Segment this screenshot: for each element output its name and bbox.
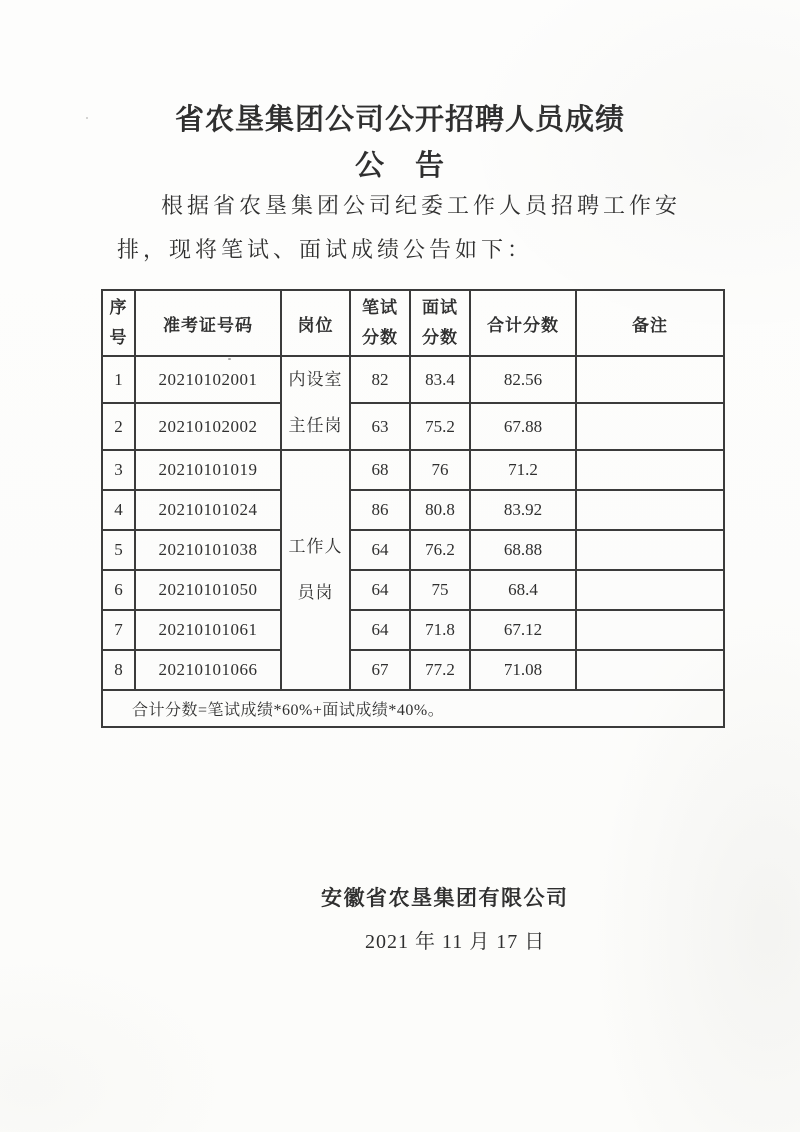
document-title-line2: 公 告 <box>354 150 445 182</box>
cell-total-score: 71.2 <box>470 450 576 490</box>
table-row <box>102 530 724 570</box>
cell-remark <box>576 450 724 490</box>
cell-interview-score: 75 <box>410 570 470 610</box>
col-header-written <box>350 290 410 356</box>
cell-total-score: 67.12 <box>470 610 576 650</box>
cell-remark <box>576 530 724 570</box>
cell-remark <box>576 403 724 450</box>
cell-interview-score: 80.8 <box>410 490 470 530</box>
col-header-seq-line2: 号 <box>109 328 128 347</box>
cell-position-group-2 <box>281 450 350 690</box>
cell-seq: 5 <box>102 530 135 570</box>
col-header-seq <box>102 290 135 356</box>
cell-ticket: 20210102002 <box>135 403 281 450</box>
cell-seq: 1 <box>102 356 135 403</box>
cell-seq: 4 <box>102 490 135 530</box>
col-header-total: 合计分数 <box>470 290 576 356</box>
cell-written-score: 64 <box>350 570 410 610</box>
cell-ticket: 20210101066 <box>135 650 281 690</box>
cell-ticket: 20210101061 <box>135 610 281 650</box>
col-header-written-line2: 分数 <box>362 328 398 347</box>
cell-interview-score: 75.2 <box>410 403 470 450</box>
cell-total-score: 68.88 <box>470 530 576 570</box>
intro-paragraph: 根据省农垦集团公司纪委工作人员招聘工作安排，现将笔试、面试成绩公告如下： <box>117 193 682 262</box>
cell-ticket: 20210101019 <box>135 450 281 490</box>
cell-written-score: 64 <box>350 610 410 650</box>
cell-position-group-1 <box>281 356 350 450</box>
cell-interview-score: 76.2 <box>410 530 470 570</box>
signature-date: 2021 年 11 月 17 日 <box>365 931 546 953</box>
cell-interview-score: 83.4 <box>410 356 470 403</box>
position-label-line1: 工作人 <box>288 537 343 556</box>
position-label-line1: 内设室 <box>288 370 343 389</box>
cell-ticket: 20210101024 <box>135 490 281 530</box>
table-row <box>102 570 724 610</box>
table-row <box>102 450 724 490</box>
cell-total-score: 71.08 <box>470 650 576 690</box>
cell-remark <box>576 650 724 690</box>
cell-total-score: 83.92 <box>470 490 576 530</box>
position-label-line2: 员岗 <box>297 583 334 602</box>
table-footnote-row <box>102 690 724 727</box>
table-row <box>102 650 724 690</box>
cell-total-score: 67.88 <box>470 403 576 450</box>
cell-seq: 2 <box>102 403 135 450</box>
cell-written-score: 68 <box>350 450 410 490</box>
cell-seq: 8 <box>102 650 135 690</box>
col-header-position: 岗位 <box>281 290 350 356</box>
cell-written-score: 64 <box>350 530 410 570</box>
table-footnote: 合计分数=笔试成绩*60%+面试成绩*40%。 <box>102 690 724 727</box>
cell-remark <box>576 356 724 403</box>
cell-seq: 7 <box>102 610 135 650</box>
cell-total-score: 68.4 <box>470 570 576 610</box>
table-row <box>102 356 724 403</box>
document-title-line1: 省农垦集团公司公开招聘人员成绩 <box>174 104 625 136</box>
cell-interview-score: 71.8 <box>410 610 470 650</box>
cell-total-score: 82.56 <box>470 356 576 403</box>
cell-written-score: 67 <box>350 650 410 690</box>
cell-interview-score: 76 <box>410 450 470 490</box>
cell-written-score: 63 <box>350 403 410 450</box>
scan-speckle <box>228 358 231 360</box>
table-header-row <box>102 290 724 356</box>
cell-remark <box>576 490 724 530</box>
table-row <box>102 403 724 450</box>
col-header-written-line1: 笔试 <box>362 298 398 317</box>
cell-ticket: 20210101050 <box>135 570 281 610</box>
cell-written-score: 82 <box>350 356 410 403</box>
col-header-interview-line1: 面试 <box>422 298 458 317</box>
col-header-remark: 备注 <box>576 290 724 356</box>
cell-seq: 6 <box>102 570 135 610</box>
cell-ticket: 20210101038 <box>135 530 281 570</box>
cell-seq: 3 <box>102 450 135 490</box>
col-header-interview-line2: 分数 <box>422 328 458 347</box>
position-label-line2: 主任岗 <box>288 416 343 435</box>
cell-remark <box>576 570 724 610</box>
cell-written-score: 86 <box>350 490 410 530</box>
table-row <box>102 610 724 650</box>
score-table <box>101 289 725 728</box>
cell-interview-score: 77.2 <box>410 650 470 690</box>
cell-ticket: 20210102001 <box>135 356 281 403</box>
cell-remark <box>576 610 724 650</box>
col-header-seq-line1: 序 <box>109 298 128 317</box>
col-header-ticket: 准考证号码 <box>135 290 281 356</box>
col-header-interview <box>410 290 470 356</box>
signature-company: 安徽省农垦集团有限公司 <box>321 886 569 910</box>
table-row <box>102 490 724 530</box>
scan-speckle <box>86 117 88 119</box>
